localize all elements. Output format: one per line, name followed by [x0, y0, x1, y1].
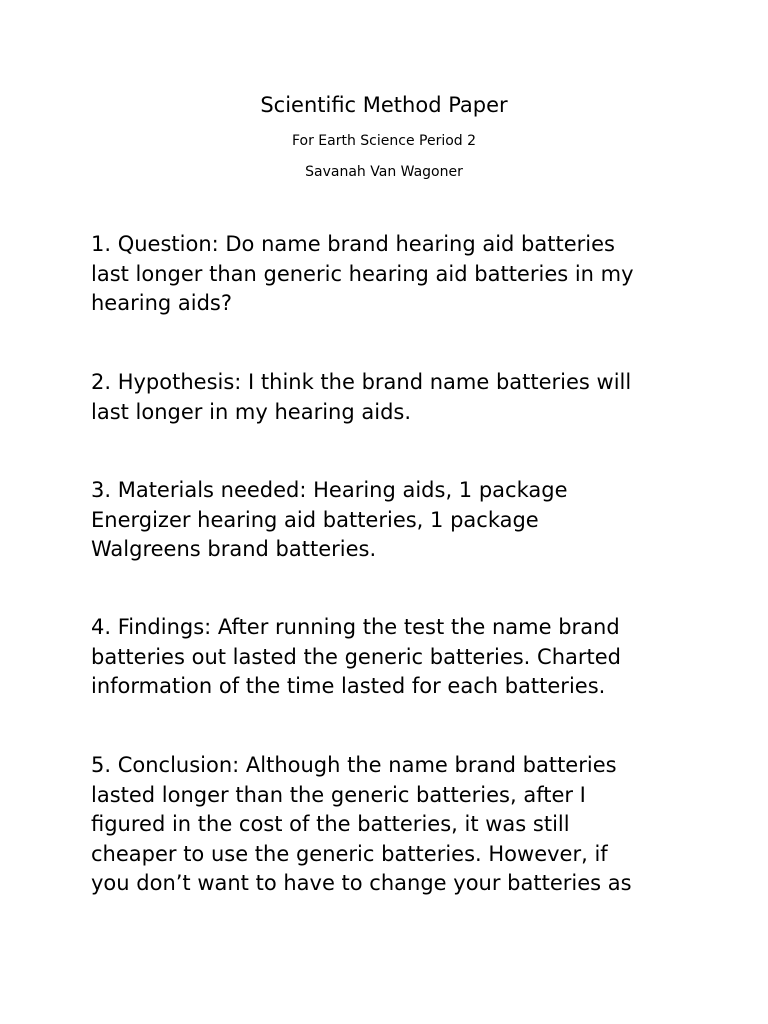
- paragraph-line: 5. Conclusion: Although the name brand batteries: [91, 753, 617, 777]
- paragraph-line: last longer than generic hearing aid batteries in my: [91, 261, 634, 286]
- section-hypothesis: [91, 368, 691, 427]
- paragraph-line: 4. Findings: After running the test the name brand: [91, 615, 620, 639]
- paragraph-line: Energizer hearing aid batteries, 1 package: [91, 507, 539, 532]
- section-conclusion: [91, 751, 691, 899]
- paragraph-line: 3. Materials needed: Hearing aids, 1 package: [91, 478, 568, 502]
- paragraph-line: you don’t want to have to change your batteries as: [91, 871, 632, 896]
- paragraph-line: batteries out lasted the generic batteries. Charted: [91, 644, 621, 669]
- paragraph-line: hearing aids?: [91, 291, 233, 316]
- paragraph-line: figured in the cost of the batteries, it was still: [91, 812, 570, 837]
- document-subtitle: For Earth Science Period 2: [291, 133, 477, 149]
- section-question: [91, 230, 691, 319]
- section-findings: [91, 613, 691, 702]
- paragraph-line: 2. Hypothesis: I think the brand name batteries will: [91, 370, 632, 394]
- document-author: Savanah Van Wagoner: [305, 164, 463, 180]
- paragraph-line: 1. Question: Do name brand hearing aid batteries: [91, 232, 615, 256]
- paragraph-line: cheaper to use the generic batteries. However, if: [91, 841, 608, 866]
- section-materials: [91, 476, 691, 565]
- paragraph-line: Walgreens brand batteries.: [91, 537, 377, 562]
- paragraph-line: information of the time lasted for each batteries.: [91, 674, 606, 699]
- document-title: Scientific Method Paper: [260, 93, 508, 117]
- paragraph-line: lasted longer than the generic batteries, after I: [91, 782, 586, 807]
- paragraph-line: last longer in my hearing aids.: [91, 399, 412, 424]
